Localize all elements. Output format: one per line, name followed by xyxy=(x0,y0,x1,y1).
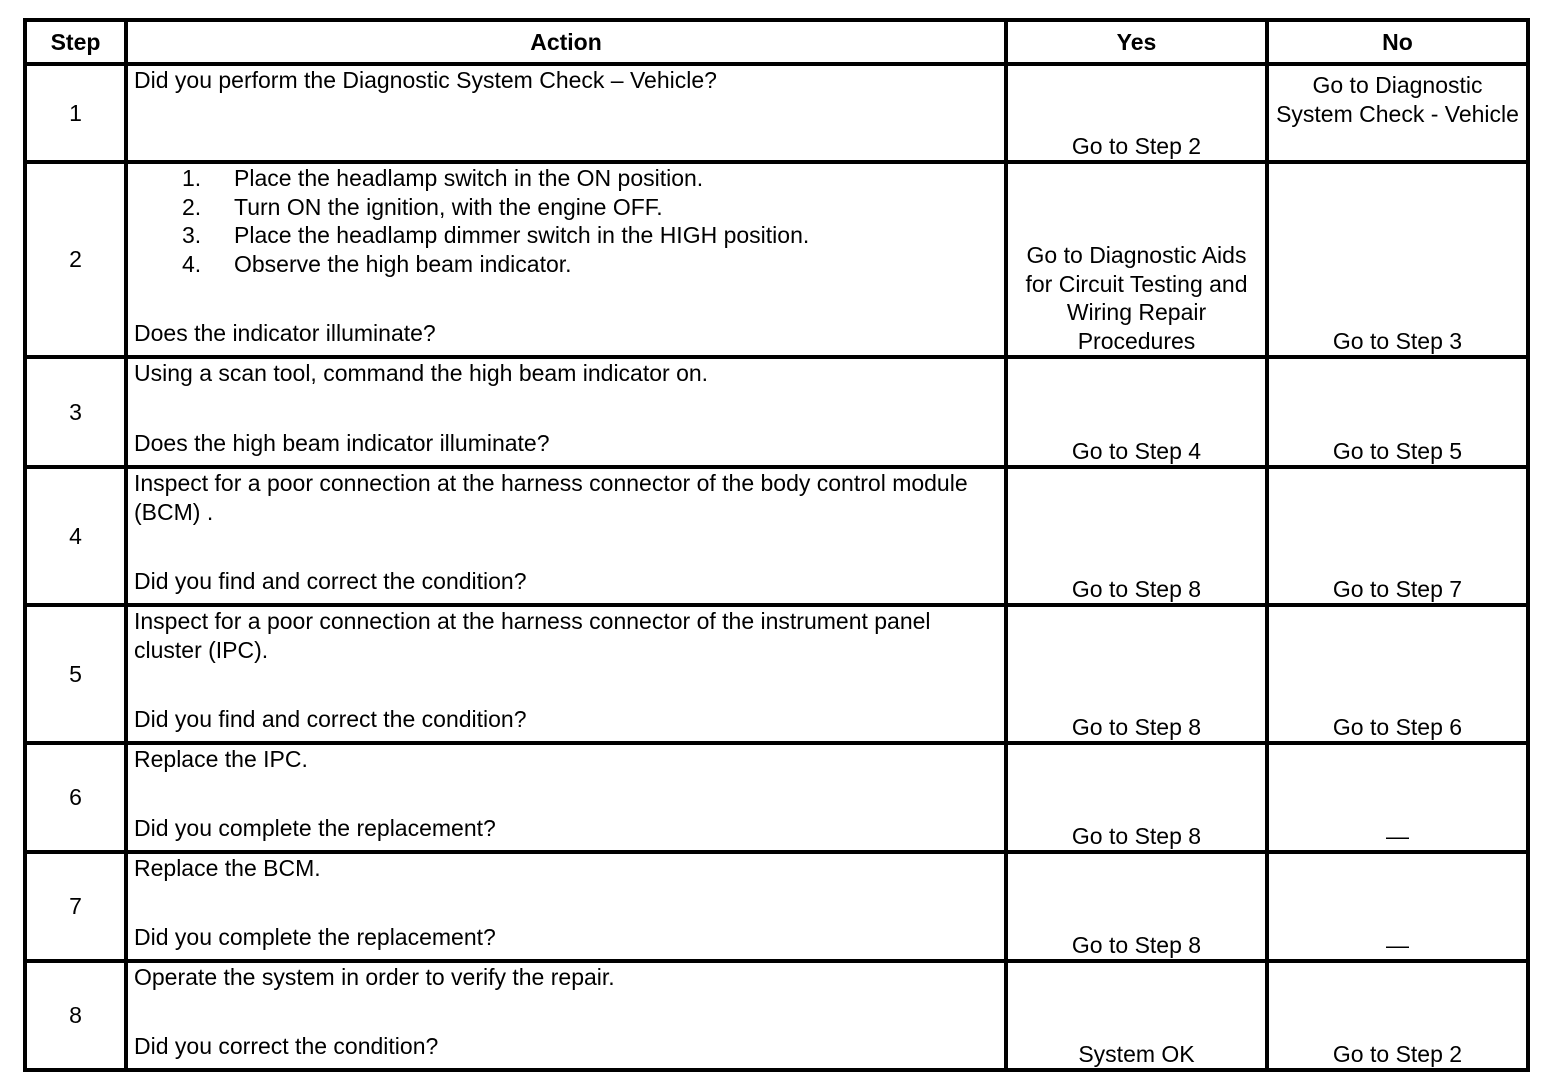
action-cell xyxy=(126,852,1006,961)
header-yes: Yes xyxy=(1006,20,1267,64)
substep-item: 1. Place the headlamp switch in the ON position. xyxy=(182,165,704,191)
no-cell: — xyxy=(1267,743,1528,852)
action-cell xyxy=(126,64,1006,162)
action-cell xyxy=(126,605,1006,743)
yes-cell: System OK xyxy=(1006,961,1267,1070)
header-step: Step xyxy=(25,20,126,64)
no-cell: Go to Step 6 xyxy=(1267,605,1528,743)
action-text: Did you perform the Diagnostic System Check – Vehicle? xyxy=(134,67,717,93)
substep-list xyxy=(182,164,998,278)
table-row xyxy=(25,64,1528,162)
action-question: Did you find and correct the condition? xyxy=(134,567,527,594)
action-question: Does the indicator illuminate? xyxy=(134,319,436,346)
step-number: 7 xyxy=(25,852,126,961)
action-question: Did you complete the replacement? xyxy=(134,814,496,841)
action-question: Did you find and correct the condition? xyxy=(134,705,527,732)
action-text: Inspect for a poor connection at the harness connector of the instrument panel cluster (IPC). xyxy=(134,608,931,663)
yes-cell: Go to Step 8 xyxy=(1006,467,1267,605)
table-row xyxy=(25,852,1528,961)
no-cell: Go to Step 7 xyxy=(1267,467,1528,605)
header-row xyxy=(25,20,1528,64)
header-no: No xyxy=(1267,20,1528,64)
yes-cell: Go to Diagnostic Aids for Circuit Testing and Wiring Repair Procedures xyxy=(1006,162,1267,357)
step-number: 6 xyxy=(25,743,126,852)
action-cell xyxy=(126,162,1006,357)
table-row xyxy=(25,467,1528,605)
step-number: 1 xyxy=(25,64,126,162)
header-action: Action xyxy=(126,20,1006,64)
no-cell: Go to Step 3 xyxy=(1267,162,1528,357)
action-cell xyxy=(126,357,1006,467)
yes-cell: Go to Step 8 xyxy=(1006,605,1267,743)
action-text: Operate the system in order to verify the repair. xyxy=(134,964,615,990)
action-text: Replace the BCM. xyxy=(134,855,321,881)
table-row xyxy=(25,357,1528,467)
substep-item: 2. Turn ON the ignition, with the engine OFF. xyxy=(182,193,663,220)
substep-item: 4. Observe the high beam indicator. xyxy=(182,250,572,277)
table-row xyxy=(25,162,1528,357)
step-number: 5 xyxy=(25,605,126,743)
action-question: Did you complete the replacement? xyxy=(134,923,496,950)
action-text: Inspect for a poor connection at the harness connector of the body control module (BCM) . xyxy=(134,470,968,525)
yes-cell: Go to Step 8 xyxy=(1006,852,1267,961)
no-cell: Go to Step 5 xyxy=(1267,357,1528,467)
action-cell xyxy=(126,961,1006,1070)
step-number: 4 xyxy=(25,467,126,605)
action-cell xyxy=(126,743,1006,852)
diagnostic-table xyxy=(23,18,1530,1072)
substep-item: 3. Place the headlamp dimmer switch in the HIGH position. xyxy=(182,222,810,248)
yes-cell: Go to Step 4 xyxy=(1006,357,1267,467)
yes-cell: Go to Step 8 xyxy=(1006,743,1267,852)
table-row xyxy=(25,743,1528,852)
no-cell: — xyxy=(1267,852,1528,961)
action-question: Does the high beam indicator illuminate? xyxy=(134,429,550,456)
step-number: 3 xyxy=(25,357,126,467)
yes-cell: Go to Step 2 xyxy=(1006,64,1267,162)
table-row xyxy=(25,605,1528,743)
action-text: Replace the IPC. xyxy=(134,746,308,772)
no-cell: Go to Diagnostic System Check - Vehicle xyxy=(1267,64,1528,162)
no-cell: Go to Step 2 xyxy=(1267,961,1528,1070)
table-row xyxy=(25,961,1528,1070)
step-number: 8 xyxy=(25,961,126,1070)
action-cell xyxy=(126,467,1006,605)
action-question: Did you correct the condition? xyxy=(134,1032,439,1059)
action-text: Using a scan tool, command the high beam indicator on. xyxy=(134,360,709,386)
step-number: 2 xyxy=(25,162,126,357)
